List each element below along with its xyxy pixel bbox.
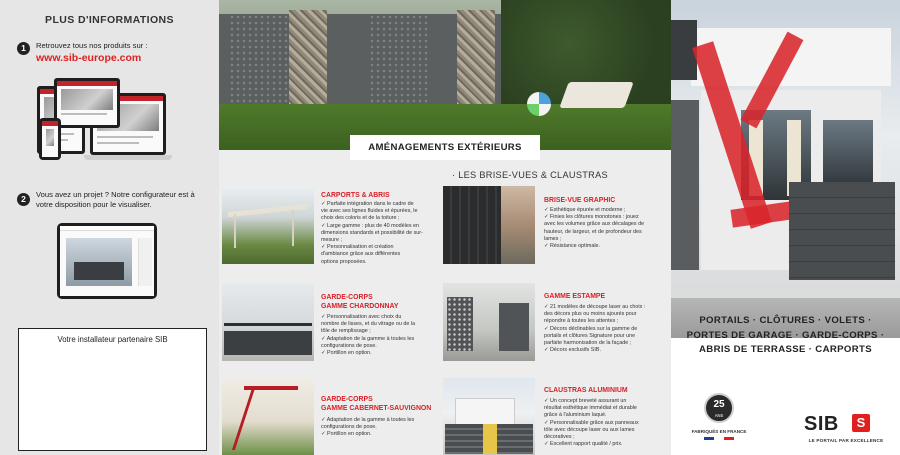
subsection-title: · LES BRISE-VUES & CLAUSTRAS	[452, 170, 608, 180]
right-panel	[671, 0, 900, 455]
product-desc-chardonnay: ✓ Personnalisation avec choix du nombre de lisses, et du vitrage ou de la tôle de remplissage ; ✓ Adaptation de la gamme à toutes les configurations de pose. ✓ Portillon en option.	[321, 314, 416, 357]
sib-logo-mark-icon: S	[852, 414, 870, 432]
french-flag-icon	[704, 437, 734, 440]
brise-vue-image	[443, 186, 535, 264]
left-panel	[0, 0, 219, 455]
info-title: PLUS D'INFORMATIONS	[45, 14, 174, 26]
cabernet-image	[222, 378, 314, 455]
product-line-3: ABRIS DE TERRASSE · CARPORTS	[699, 344, 872, 356]
installer-label: Votre installateur partenaire SIB	[57, 335, 168, 344]
product-desc-claustras: ✓ Un concept breveté assurant un résultat esthétique immédiat et durable grâce à l'aluminium laqué. ✓ Personnalisable grâce aux panneaux tôle avec découpe laser ou aux lames décoratives ; ✓ Excellent rapport qualité / prix.	[544, 398, 639, 448]
carport-image	[222, 186, 314, 264]
made-in-france-label: FABRIQUÉS EN FRANCE	[691, 429, 747, 434]
product-title-claustras: CLAUSTRAS ALUMINIUM	[544, 387, 628, 394]
product-title-chardonnay: GARDE-CORPS GAMME CHARDONNAY	[321, 294, 399, 310]
sib-logo: SIB	[804, 413, 839, 435]
phone-mockup	[39, 118, 61, 160]
product-title-cabernet: GARDE-CORPS GAMME CABERNET-SAUVIGNON	[321, 396, 432, 412]
website-link[interactable]: www.sib-europe.com	[36, 52, 142, 64]
product-desc-estampe: ✓ 21 modèles de découpe laser au choix : des décors plus ou moins ajourés pour répondre à toutes les attentes ; ✓ Décors déclinables sur la gamme de portails et clôtures Signature pour une parfaite harmonisation de la façade ; ✓ Décors exclusifs SIB.	[544, 304, 646, 354]
step-2-badge: 2	[17, 193, 30, 206]
desktop-mockup	[54, 78, 120, 128]
product-title-carports: CARPORTS & ABRIS	[321, 192, 390, 199]
configurator-tablet	[57, 223, 157, 299]
product-title-brise-vue: BRISE-VUE GRAPHIC	[544, 197, 616, 204]
product-line-2: PORTES DE GARAGE · GARDE-CORPS ·	[686, 329, 885, 341]
section-title: AMÉNAGEMENTS EXTÉRIEURS	[350, 135, 540, 160]
product-desc-brise-vue: ✓ Esthétique épurée et moderne ; ✓ Finies les clôtures monotones : jouez avec les volumes grâce aux décalages de hauteur, de largeur, et de profondeur des lames ; ✓ Résistance optimale.	[544, 207, 645, 250]
product-lines	[671, 314, 900, 358]
garden-hero-image	[219, 0, 671, 150]
chardonnay-image	[222, 283, 314, 361]
product-title-estampe: GAMME ESTAMPE	[544, 293, 606, 300]
claustras-image	[443, 378, 535, 455]
brand-tagline: LE PORTAIL PAR EXCELLENCE	[808, 438, 884, 443]
house-image	[671, 0, 900, 338]
step-1-text: Retrouvez tous nos produits sur :	[36, 41, 148, 50]
installer-box	[18, 328, 207, 451]
estampe-image	[443, 283, 535, 361]
product-line-1: PORTAILS · CLÔTURES · VOLETS ·	[699, 315, 872, 326]
25-years-seal-icon: 25 ANS	[704, 393, 734, 423]
middle-panel	[219, 0, 671, 455]
step-1-badge: 1	[17, 42, 30, 55]
step-2-text: Vous avez un projet ? Notre configurateur est à votre disposition pour le visualiser.	[36, 190, 195, 209]
product-desc-carports: ✓ Parfaite intégration dans le cadre de vie avec ses lignes fluides et épurées, le choix des coloris et de la toiture ; ✓ Large gamme : plus de 40 modèles en dimensions standards et possibilité de sur- mesure ; ✓ Personnalisation et création d'ambiance grâce aux différentes options proposées.	[321, 201, 423, 265]
product-desc-cabernet: ✓ Adaptation de la gamme à toutes les configurations de pose. ✓ Portillon en option.	[321, 417, 415, 438]
